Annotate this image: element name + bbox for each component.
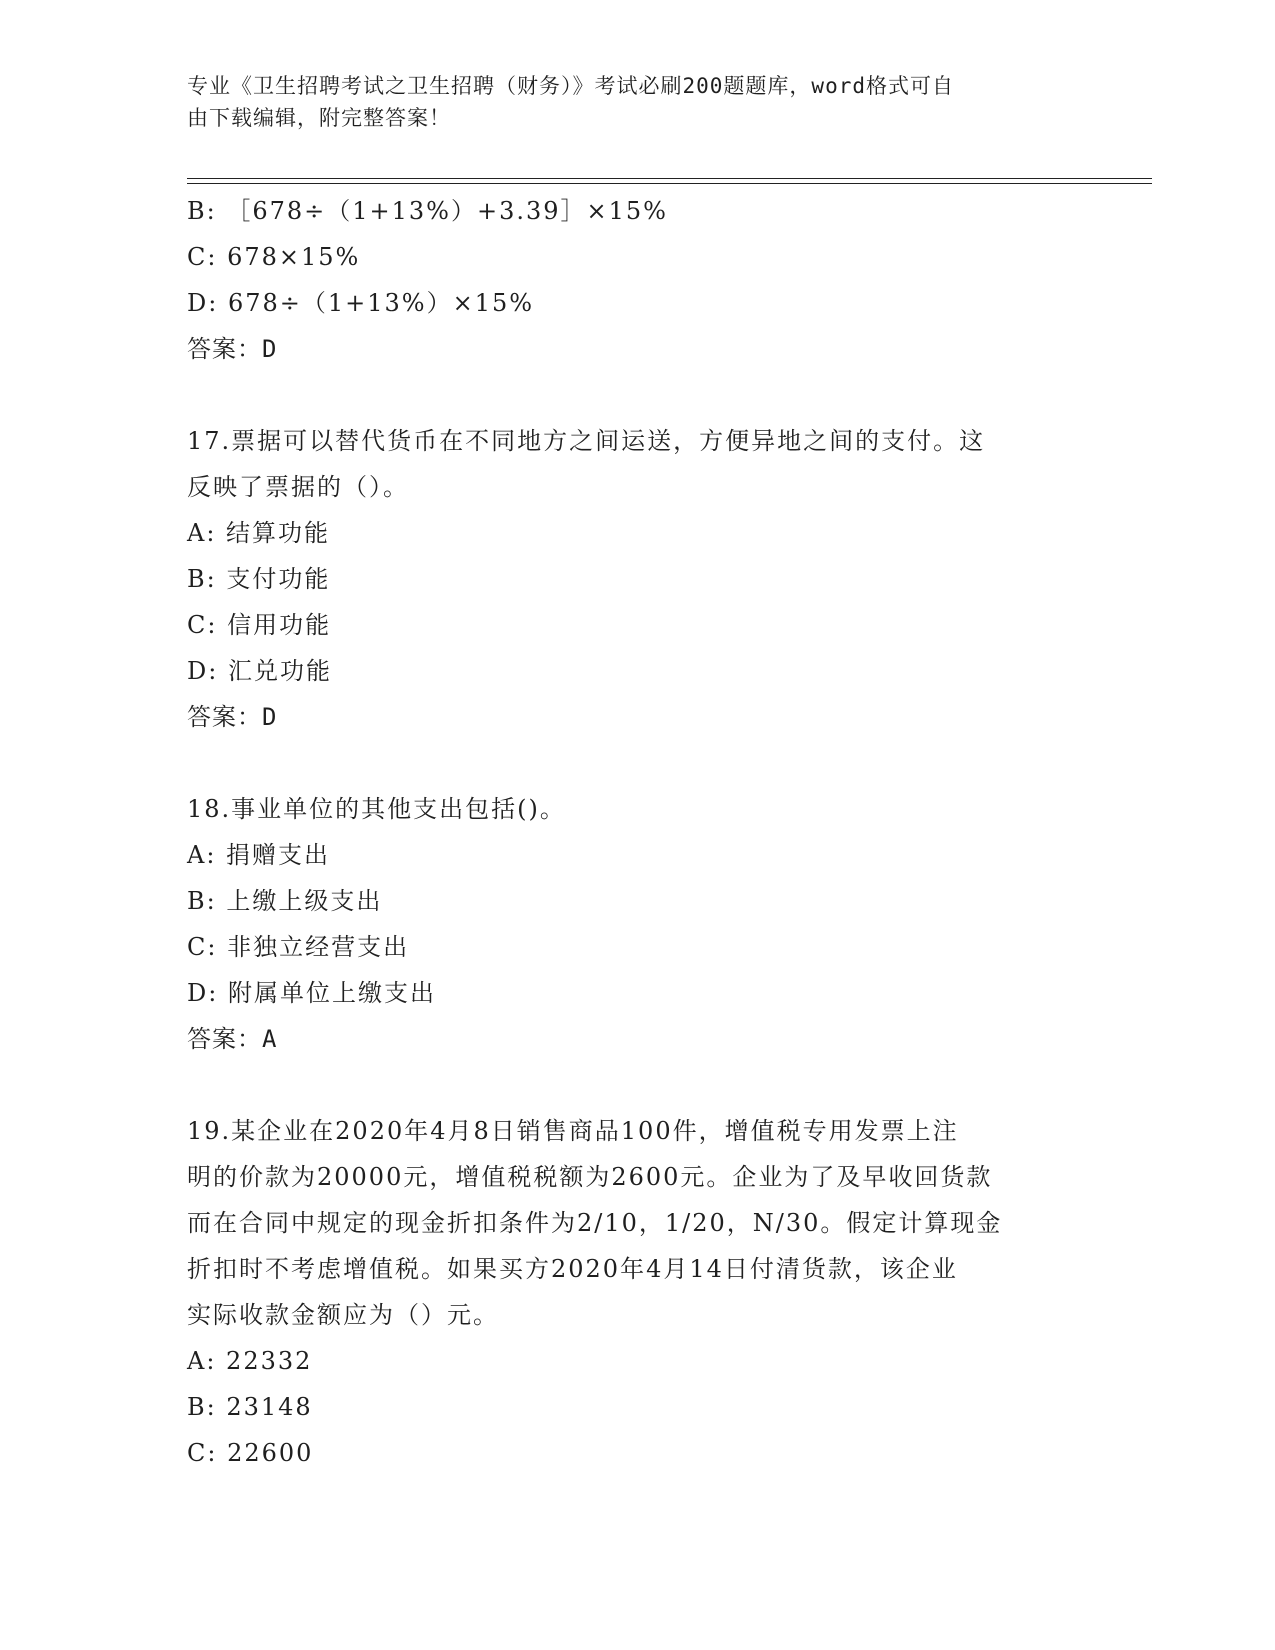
option-d: D: 附属单位上缴支出: [187, 979, 436, 1007]
question-17: [187, 418, 1087, 740]
answer-label: 答案：D: [187, 703, 278, 731]
question-19-text-line-5: 实际收款金额应为（）元。: [187, 1301, 499, 1329]
prev-question: [187, 188, 1087, 372]
spacer: [187, 740, 1087, 786]
question-19-text-line-4: 折扣时不考虑增值税。如果买方2020年4月14日付清货款，该企业: [187, 1255, 958, 1283]
question-19-text-line-1: 19.某企业在2020年4月8日销售商品100件，增值税专用发票上注: [187, 1117, 959, 1145]
option-c: C: 非独立经营支出: [187, 933, 410, 961]
spacer: [187, 372, 1087, 418]
option-a: A: 22332: [187, 1347, 313, 1375]
question-content: [187, 188, 1087, 1476]
option-c: C: 678×15%: [187, 243, 361, 271]
header-title-line-2: 由下载编辑，附完整答案！: [187, 106, 451, 130]
option-d: D: 汇兑功能: [187, 657, 332, 685]
option-b: B: ［678÷（1+13%）+3.39］×15%: [187, 197, 668, 225]
option-a: A: 捐赠支出: [187, 841, 331, 869]
question-19: [187, 1108, 1087, 1476]
option-b: B: 23148: [187, 1393, 313, 1421]
question-19-text-line-2: 明的价款为20000元，增值税税额为2600元。企业为了及早收回货款: [187, 1163, 993, 1191]
question-18-text: 18.事业单位的其他支出包括()。: [187, 795, 566, 823]
answer-label: 答案：D: [187, 335, 278, 363]
question-18: [187, 786, 1087, 1062]
header-divider-bottom: [187, 183, 1152, 184]
answer-label: 答案：A: [187, 1025, 278, 1053]
option-c: C: 信用功能: [187, 611, 332, 639]
option-c: C: 22600: [187, 1439, 314, 1467]
question-19-text-line-3: 而在合同中规定的现金折扣条件为2/10，1/20，N/30。假定计算现金: [187, 1209, 1003, 1237]
header-title-line-1: 专业《卫生招聘考试之卫生招聘（财务）》考试必刷200题题库，word格式可自: [187, 74, 954, 98]
header-divider-top: [187, 178, 1152, 179]
option-b: B: 支付功能: [187, 565, 331, 593]
question-17-text-line-1: 17.票据可以替代货币在不同地方之间运送，方便异地之间的支付。这: [187, 427, 986, 455]
option-a: A: 结算功能: [187, 519, 331, 547]
document-header: [187, 70, 1067, 134]
question-17-text-line-2: 反映了票据的（）。: [187, 473, 409, 501]
spacer: [187, 1062, 1087, 1108]
option-d: D: 678÷（1+13%）×15%: [187, 289, 535, 317]
option-b: B: 上缴上级支出: [187, 887, 383, 915]
